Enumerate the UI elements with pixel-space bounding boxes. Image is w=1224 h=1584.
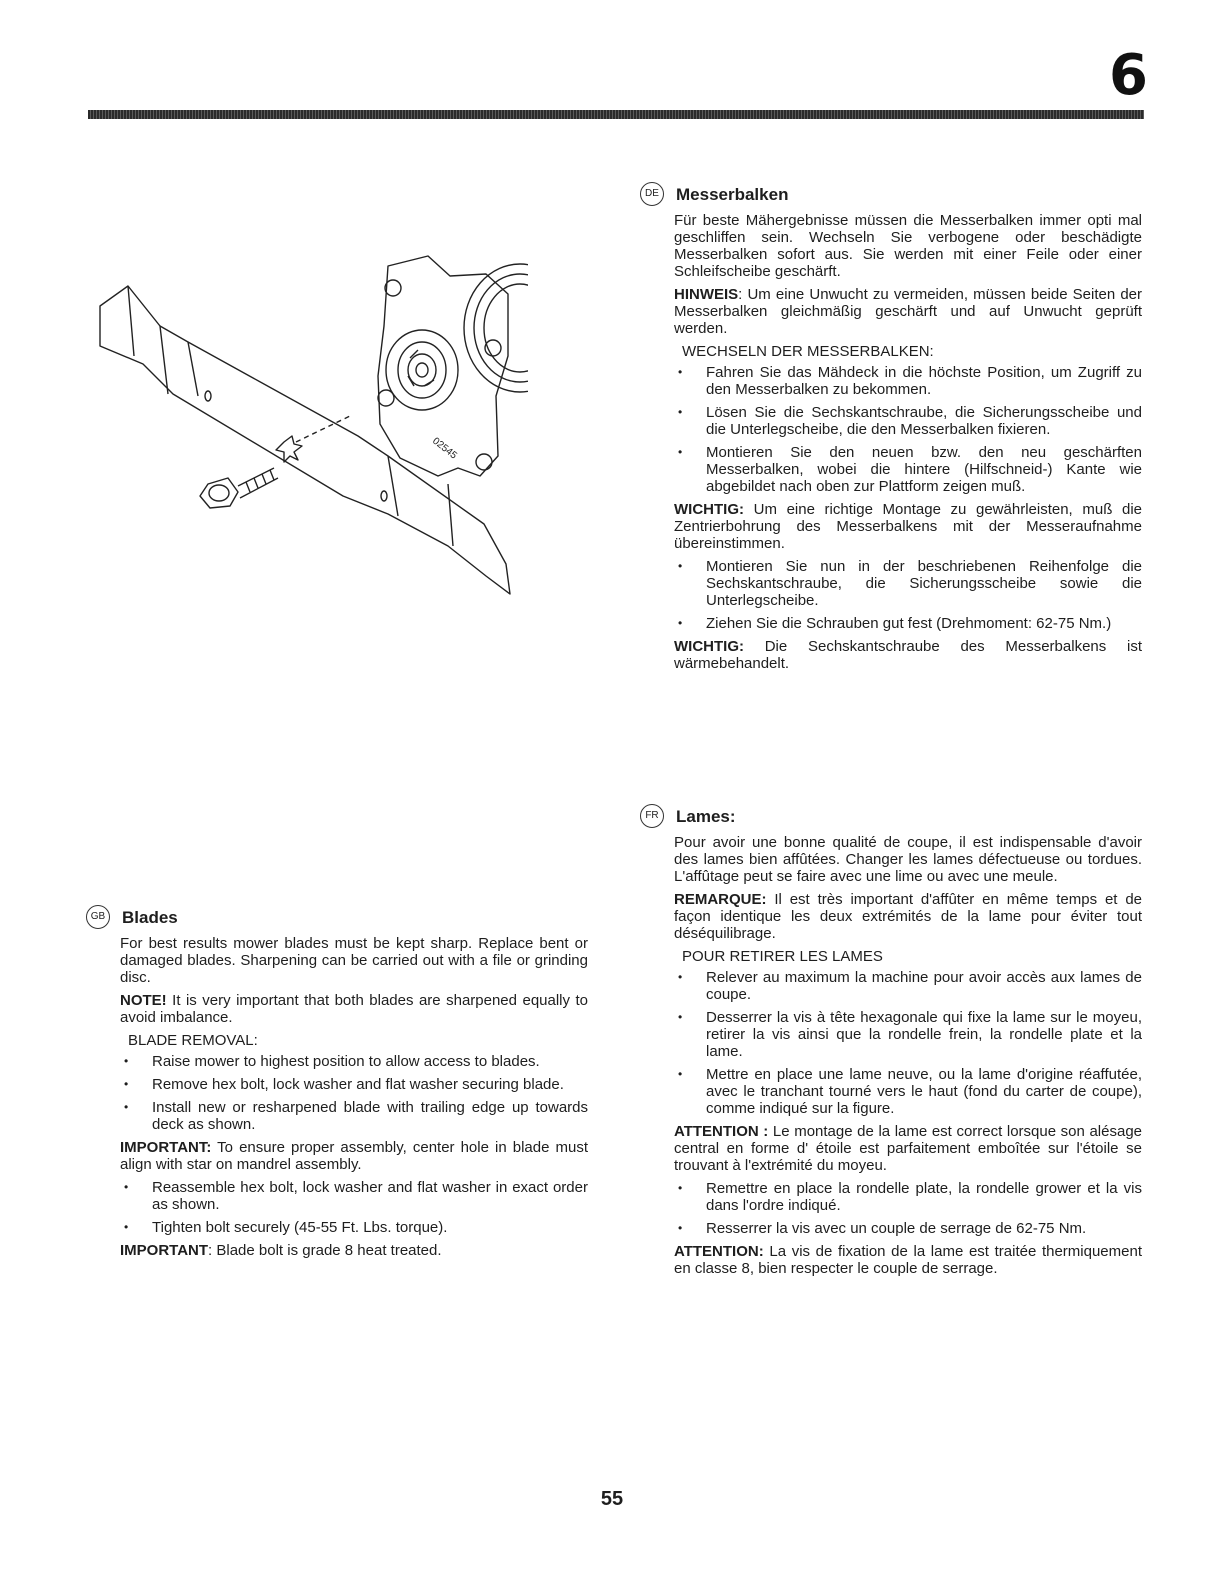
de-steps-b: [674, 558, 1142, 632]
blade-mandrel-illustration: [88, 246, 528, 616]
list-item: • Tighten bolt securely (45-55 Ft. Lbs. torque).: [120, 1219, 588, 1236]
fr-steps-a: [674, 969, 1142, 1117]
section-de-heading: [645, 182, 1142, 206]
chapter-number: 6: [1109, 43, 1148, 108]
gb-removal-heading: BLADE REMOVAL:: [128, 1032, 258, 1049]
de-steps-a: [674, 364, 1142, 495]
page-number: 55: [600, 1488, 624, 1510]
mower-blade: [100, 286, 510, 594]
list-item: • Remettre en place la rondelle plate, la rondelle grower et la vis dans l'ordre indiqué.: [674, 1180, 1142, 1214]
section-de: [645, 182, 1142, 678]
de-intro: Für beste Mähergebnisse müssen die Messerbalken immer opti mal geschliffen sein. Wechseln Sie verbogene oder beschädigte Messerbalken sofort aus. Sie werden mit einer Feile oder einer Schleifscheibe geschärft.: [674, 212, 1142, 280]
gb-intro: For best results mower blades must be kept sharp. Replace bent or damaged blades. Sharpening can be carried out with a file or grinding disc.: [120, 935, 588, 986]
list-item: • Montieren Sie nun in der beschriebenen Reihenfolge die Sechskantschraube, die Sicherungsscheibe sowie die Unterlegscheibe.: [674, 558, 1142, 609]
fr-removal-heading: POUR RETIRER LES LAMES: [682, 948, 883, 965]
list-item: • Montieren Sie den neuen bzw. den neu geschärften Messerbalken, wobei die hintere (Hilfschneid-) Kante wie abgebildet nach oben zur Plattform zeigen muß.: [674, 444, 1142, 495]
fr-steps-b: [674, 1180, 1142, 1237]
spindle-hub: [386, 330, 458, 410]
list-item: • Resserrer la vis avec un couple de serrage de 62-75 Nm.: [674, 1220, 1142, 1237]
language-badge-gb: GB: [86, 905, 110, 929]
list-item: • Desserrer la vis à tête hexagonale qui fixe la lame sur le moyeu, retirer la vis ainsi que la rondelle frein, la rondelle plate et la lame.: [674, 1009, 1142, 1060]
list-item: • Lösen Sie die Sechskantschraube, die Sicherungsscheibe und die Unterlegscheibe, die den Messerbalken fixieren.: [674, 404, 1142, 438]
list-item: • Reassemble hex bolt, lock washer and flat washer in exact order as shown.: [120, 1179, 588, 1213]
list-item: • Ziehen Sie die Schrauben gut fest (Drehmoment: 62-75 Nm.): [674, 615, 1142, 632]
section-gb: [90, 905, 588, 1265]
list-item: • Relever au maximum la machine pour avoir accès aux lames de coupe.: [674, 969, 1142, 1003]
de-removal-heading: WECHSELN DER MESSERBALKEN:: [682, 343, 934, 360]
section-de-title: Messerbalken: [676, 184, 789, 204]
section-fr-title: Lames:: [676, 806, 736, 826]
fr-important-2: ATTENTION: La vis de fixation de la lame est traitée thermiquement en classe 8, bien respecter le couple de serrage.: [674, 1243, 1142, 1277]
list-item: • Remove hex bolt, lock washer and flat washer securing blade.: [120, 1076, 588, 1093]
list-item: • Fahren Sie das Mähdeck in die höchste Position, um Zugriff zu den Messerbalken zu bekommen.: [674, 364, 1142, 398]
section-fr-heading: [645, 804, 1142, 828]
section-gb-title: Blades: [122, 907, 178, 927]
section-gb-heading: [90, 905, 588, 929]
de-note: HINWEIS: Um eine Unwucht zu vermeiden, müssen beide Seiten der Messerbalken gleichmäßig geschärft und auf Unwucht geprüft werden.: [674, 286, 1142, 337]
gb-steps-b: [120, 1179, 588, 1236]
fr-important-1: ATTENTION : Le montage de la lame est correct lorsque son alésage central en forme d' étoile est parfaitement emboîtée sur l'étoile se trouvant à l'extrémité du moyeu.: [674, 1123, 1142, 1174]
fr-note: REMARQUE: Il est très important d'affûter en même temps et de façon identique les deux extrémités de la lame pour éviter tout déséquilibrage.: [674, 891, 1142, 942]
gb-steps-a: [120, 1053, 588, 1133]
gb-note: NOTE! It is very important that both blades are sharpened equally to avoid imbalance.: [120, 992, 588, 1026]
de-important-1: WICHTIG: Um eine richtige Montage zu gewährleisten, muß die Zentrierbohrung des Messerbalkens mit der Messeraufnahme übereinstimmen.: [674, 501, 1142, 552]
section-fr: [645, 804, 1142, 1283]
list-item: • Raise mower to highest position to allow access to blades.: [120, 1053, 588, 1070]
list-item: • Mettre en place une lame neuve, ou la lame d'origine réaffutée, avec le tranchant tourné vers le haut (fond du carter de coupe), comme indiqué sur la figure.: [674, 1066, 1142, 1117]
gb-important-2: IMPORTANT: Blade bolt is grade 8 heat treated.: [120, 1242, 442, 1259]
language-badge-fr: FR: [640, 804, 664, 828]
list-item: • Install new or resharpened blade with trailing edge up towards deck as shown.: [120, 1099, 588, 1133]
header-rule: [88, 110, 1144, 119]
fr-intro: Pour avoir une bonne qualité de coupe, il est indispensable d'avoir des lames bien affûtées. Changer les lames défectueuse ou tordues. L'affûtage peut se faire avec une lime ou avec une meule.: [674, 834, 1142, 885]
part-number-label: 02545: [430, 435, 459, 462]
hex-bolt: [200, 468, 278, 508]
blade-hole-left: [205, 391, 211, 401]
gb-important-1: IMPORTANT: To ensure proper assembly, center hole in blade must align with star on mandrel assembly.: [120, 1139, 588, 1173]
blade-hole-right: [381, 491, 387, 501]
de-important-2: WICHTIG: Die Sechskantschraube des Messerbalkens ist wärmebehandelt.: [674, 638, 1142, 672]
language-badge-de: DE: [640, 182, 664, 206]
